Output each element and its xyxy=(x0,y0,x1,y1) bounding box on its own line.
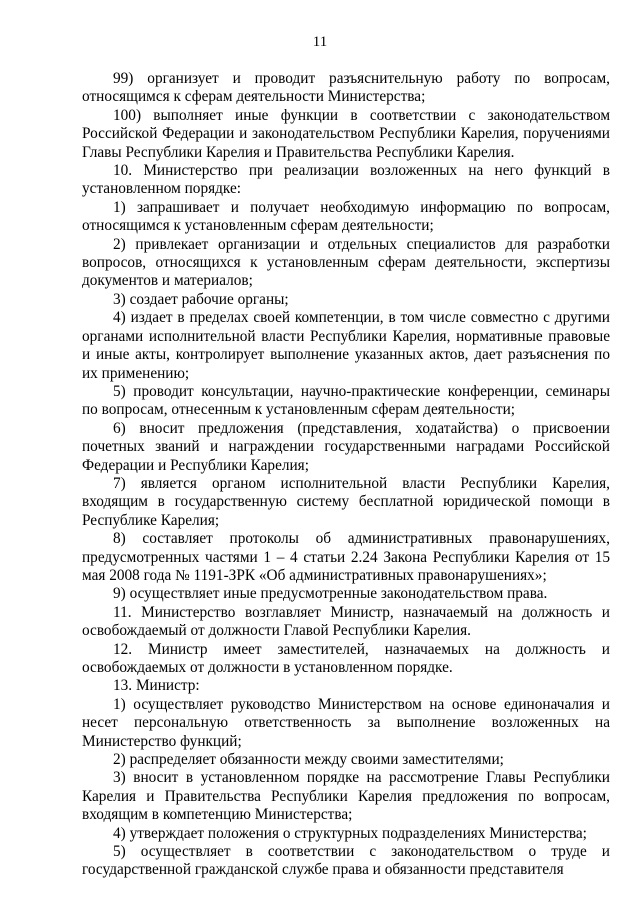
paragraph-section-12: 12. Министр имеет заместителей, назначаемых на должность и освобождаемых от должности в установленном порядке. xyxy=(82,640,610,676)
paragraph-item-13-1: 1) осуществляет руководство Министерством на основе единоначалия и несет персональную ответственность за выполнение возложенных на Министерство функций; xyxy=(82,695,610,750)
paragraph-section-13: 13. Министр: xyxy=(113,677,200,695)
paragraph-item-13-3: 3) вносит в установленном порядке на рассмотрение Главы Республики Карелия и Правительства Республики Карелия предложения по вопросам, входящим в компетенцию Министерства; xyxy=(82,769,610,824)
paragraph-item-10-4: 4) издает в пределах своей компетенции, в том числе совместно с другими органами исполнительной власти Республики Карелия, нормативные правовые и иные акты, контролирует выполнение указанных актов, дает разъяснения по их применению; xyxy=(82,309,610,382)
paragraph-item-10-7: 7) является органом исполнительной власти Республики Карелия, входящим в государственную систему бесплатной юридической помощи в Республике Карелия; xyxy=(82,474,610,529)
paragraph-item-100: 100) выполняет иные функции в соответствии с законодательством Российской Федерации и законодательством Республики Карелия, поручениями Главы Республики Карелия и Правительства Республики Карелия. xyxy=(82,106,610,161)
paragraph-section-11: 11. Министерство возглавляет Министр, назначаемый на должность и освобождаемый от должности Главой Республики Карелия. xyxy=(82,603,610,640)
paragraph-section-10: 10. Министерство при реализации возложенных на него функций в установленном порядке: xyxy=(82,162,610,198)
paragraph-item-10-2: 2) привлекает организации и отдельных специалистов для разработки вопросов, относящихся к установленным сферам деятельности, экспертизы документов и материалов; xyxy=(82,235,610,290)
paragraph-item-10-5: 5) проводит консультации, научно-практические конференции, семинары по вопросам, отнесенным к установленным сферам деятельности; xyxy=(82,382,610,419)
paragraph-item-10-3: 3) создает рабочие органы; xyxy=(113,290,289,308)
paragraph-item-10-1: 1) запрашивает и получает необходимую информацию по вопросам, относящимся к установленным сферам деятельности; xyxy=(82,198,610,235)
document-body xyxy=(82,70,610,880)
paragraph-item-10-9: 9) осуществляет иные предусмотренные законодательством права. xyxy=(113,585,548,603)
paragraph-item-13-2: 2) распределяет обязанности между своими заместителями; xyxy=(113,751,504,769)
page-number: 11 xyxy=(312,34,328,50)
paragraph-item-13-5: 5) осуществляет в соответствии с законодательством о труде и государственной гражданской службе права и обязанности представителя xyxy=(82,843,610,879)
paragraph-item-10-8: 8) составляет протоколы об административных правонарушениях, предусмотренных частями 1 – 4 статьи 2.24 Закона Республики Карелия от 15 мая 2008 года № 1191-ЗРК «Об административных правонарушениях»; xyxy=(82,530,610,584)
paragraph-item-10-6: 6) вносит предложения (представления, ходатайства) о присвоении почетных званий и награждении государственными наградами Российской Федерации и Республики Карелия; xyxy=(82,419,610,474)
paragraph-item-99: 99) организует и проводит разъяснительную работу по вопросам, относящимся к сферам деятельности Министерства; xyxy=(82,70,610,106)
paragraph-item-13-4: 4) утверждает положения о структурных подразделениях Министерства; xyxy=(113,824,587,842)
